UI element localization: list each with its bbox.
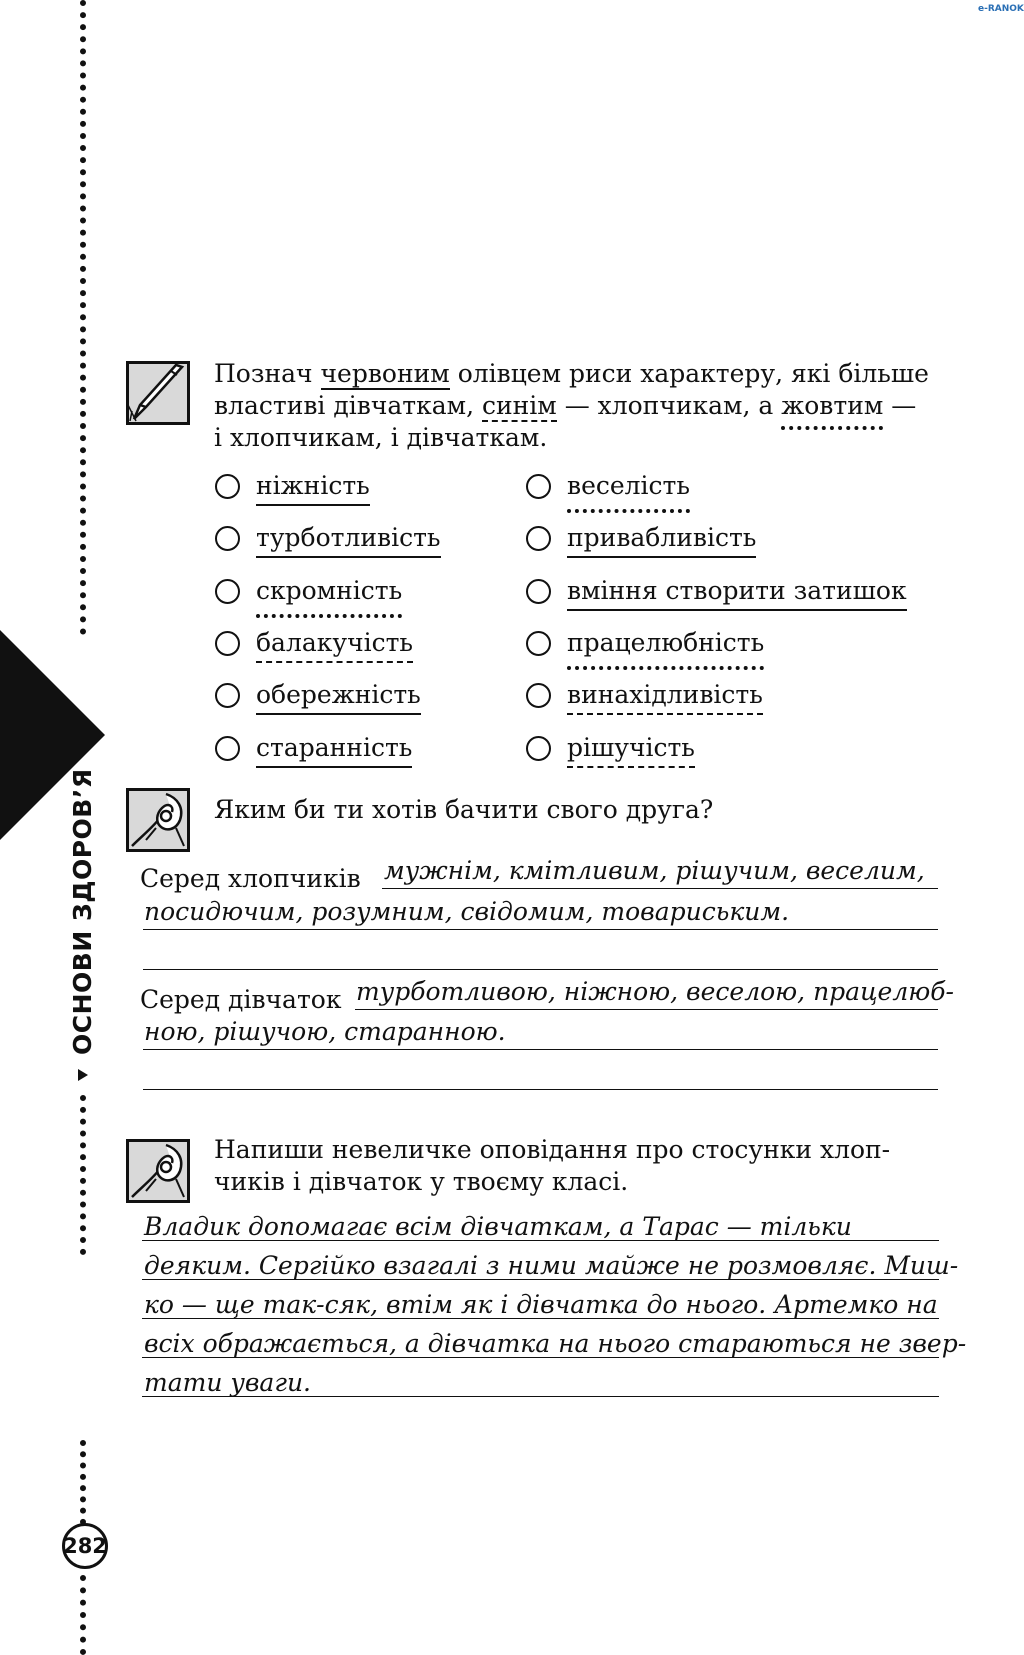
option-circle[interactable] [526, 474, 551, 499]
answer-line[interactable] [143, 1049, 938, 1090]
option-circle[interactable] [526, 526, 551, 551]
task1-instruction-line3: і хлопчикам, і дівчаткам. [214, 423, 548, 452]
option-label: рішучість [567, 732, 695, 768]
option-circle[interactable] [215, 631, 240, 656]
task2-question: Яким би ти хотів бачити свого друга? [214, 795, 714, 824]
option-label: працелюбність [567, 627, 764, 670]
compass-icon [126, 1139, 190, 1203]
option-caring[interactable] [215, 522, 441, 556]
option-diligence[interactable] [215, 732, 412, 766]
option-circle[interactable] [215, 474, 240, 499]
task3-instruction-line1: Напиши невеличке оповідання про стосунки хлоп- [214, 1135, 891, 1164]
answer-line[interactable] [143, 929, 938, 970]
girls-answer-line2: ною, рішучою, старанною. [144, 1017, 506, 1046]
option-talkativeness[interactable] [215, 627, 413, 661]
task1-instruction-line2: властиві дівчаткам, синім — хлопчикам, а жовтим — [214, 390, 916, 422]
option-circle[interactable] [215, 579, 240, 604]
girls-label: Серед дівчаток [140, 985, 342, 1014]
margin-dotted-line [80, 1095, 86, 1255]
option-label: веселість [567, 470, 690, 513]
option-gentleness[interactable] [215, 470, 370, 504]
option-label: вміння створити затишок [567, 575, 907, 611]
story-line5: тати уваги. [144, 1368, 312, 1397]
compass-icon [126, 788, 190, 852]
option-carefulness[interactable] [215, 679, 421, 713]
option-circle[interactable] [526, 683, 551, 708]
red-pencil-word: червоним [320, 359, 450, 388]
option-label: ніжність [256, 470, 370, 506]
section-arrow-icon [78, 1069, 88, 1081]
story-line1: Владик допомагає всім дівчаткам, а Тарас — тільки [144, 1212, 852, 1241]
option-label: винахідливість [567, 679, 763, 715]
task1-instruction-line1: Познач червоним олівцем риси характеру, які більше [214, 359, 929, 388]
option-circle[interactable] [526, 579, 551, 604]
boys-label: Серед хлопчиків [140, 864, 361, 893]
option-circle[interactable] [215, 736, 240, 761]
option-coziness[interactable] [526, 575, 907, 609]
task3-instruction-line2: чиків і дівчаток у твоєму класі. [214, 1167, 629, 1196]
option-label: скромність [256, 575, 402, 618]
pencil-icon [126, 361, 190, 425]
margin-dotted-line [80, 0, 86, 635]
option-circle[interactable] [526, 631, 551, 656]
boys-answer-line1: мужнім, кмітливим, рішучим, веселим, [384, 856, 925, 885]
margin-dotted-line [80, 1440, 86, 1525]
option-label: турботливість [256, 522, 441, 558]
option-circle[interactable] [215, 683, 240, 708]
option-circle[interactable] [526, 736, 551, 761]
option-hardworking[interactable] [526, 627, 764, 661]
section-title: ОСНОВИ ЗДОРОВ’Я [68, 768, 97, 1055]
option-label: балакучість [256, 627, 413, 663]
blue-pencil-word: синім [481, 391, 557, 420]
option-decisiveness[interactable] [526, 732, 695, 766]
boys-answer-line2: посидючим, розумним, свідомим, товариським. [144, 897, 790, 926]
page-number: 282 [62, 1523, 108, 1569]
option-modesty[interactable] [215, 575, 402, 609]
margin-dotted-line [80, 1575, 86, 1655]
option-label: привабливість [567, 522, 756, 558]
option-attractiveness[interactable] [526, 522, 756, 556]
story-line2: деяким. Сергійко взагалі з ними майже не розмовляє. Миш- [144, 1251, 959, 1280]
option-label: обережність [256, 679, 421, 715]
option-label: старанність [256, 732, 412, 768]
publisher-logo: e-RANOK [978, 4, 1024, 14]
option-inventiveness[interactable] [526, 679, 763, 713]
story-line4: всіх ображається, а дівчатка на нього стараються не звер- [144, 1329, 967, 1358]
yellow-pencil-word: жовтим [781, 391, 883, 430]
story-line3: ко — ще так-сяк, втім як і дівчатка до нього. Артемко на [144, 1290, 938, 1319]
girls-answer-line1: турботливою, ніжною, веселою, працелюб- [356, 977, 954, 1006]
option-circle[interactable] [215, 526, 240, 551]
option-cheerfulness[interactable] [526, 470, 690, 504]
